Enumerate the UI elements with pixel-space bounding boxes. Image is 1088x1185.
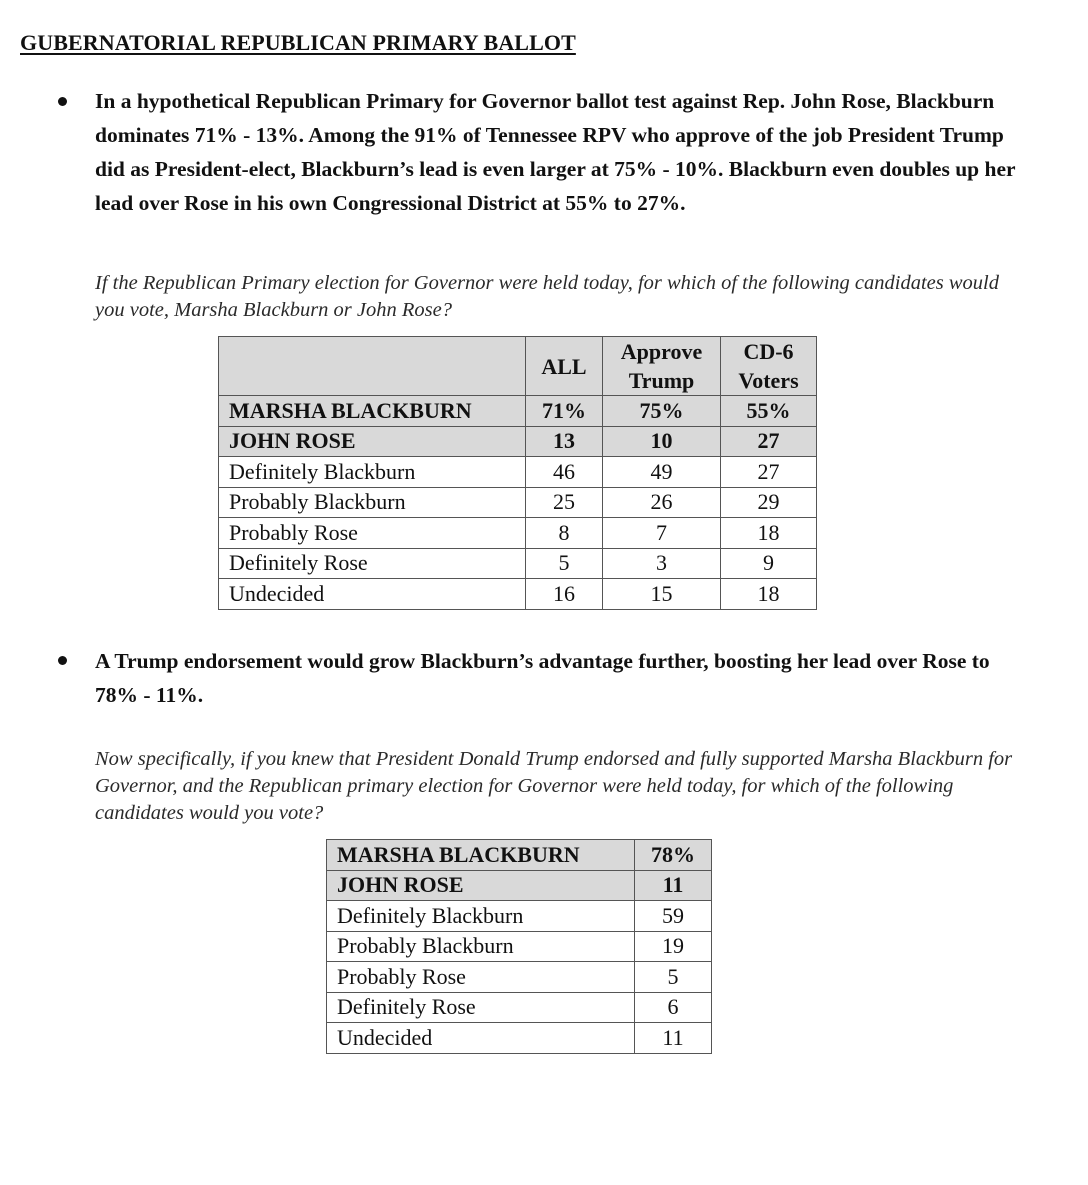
header-cell-blank	[219, 337, 526, 396]
cell-value: 49	[603, 457, 721, 488]
cell-value: 7	[603, 518, 721, 549]
row-label: Definitely Rose	[327, 992, 635, 1023]
cell-value: 5	[635, 962, 712, 993]
cell-value: 8	[526, 518, 603, 549]
row-label: Undecided	[327, 1023, 635, 1054]
cell-value: 5	[526, 548, 603, 579]
cell-value: 9	[721, 548, 817, 579]
row-label: Probably Blackburn	[219, 487, 526, 518]
cell-value: 11	[635, 870, 712, 901]
cell-value: 55%	[721, 396, 817, 427]
table-row	[327, 901, 712, 932]
cell-value: 27	[721, 457, 817, 488]
bullet-marker	[58, 97, 67, 106]
cell-value: 59	[635, 901, 712, 932]
cell-value: 18	[721, 579, 817, 610]
bullet-marker	[58, 656, 67, 665]
table-row	[219, 579, 817, 610]
row-label: MARSHA BLACKBURN	[219, 396, 526, 427]
header-text: CD-6 Voters	[738, 339, 799, 393]
cell-value: 71%	[526, 396, 603, 427]
page-title: GUBERNATORIAL REPUBLICAN PRIMARY BALLOT	[20, 30, 576, 55]
table-row	[327, 1023, 712, 1054]
row-label: Probably Rose	[327, 962, 635, 993]
cell-value: 11	[635, 1023, 712, 1054]
table-row	[327, 992, 712, 1023]
cell-value: 15	[603, 579, 721, 610]
row-label: Undecided	[219, 579, 526, 610]
row-label: JOHN ROSE	[327, 870, 635, 901]
cell-value: 29	[721, 487, 817, 518]
cell-value: 13	[526, 426, 603, 457]
cell-value: 78%	[635, 840, 712, 871]
table-row	[327, 840, 712, 871]
cell-value: 75%	[603, 396, 721, 427]
cell-value: 46	[526, 457, 603, 488]
results-table-2	[326, 839, 712, 1054]
table-row	[219, 487, 817, 518]
cell-value: 10	[603, 426, 721, 457]
row-label: Definitely Rose	[219, 548, 526, 579]
cell-value: 25	[526, 487, 603, 518]
table-header-row	[219, 337, 817, 396]
table-row	[327, 870, 712, 901]
table-row	[219, 457, 817, 488]
row-label: MARSHA BLACKBURN	[327, 840, 635, 871]
summary-bullet-1: In a hypothetical Republican Primary for Governor ballot test against Rep. John Rose, Blackburn dominates 71% - 13%. Among the 91% of Tennessee RPV who approve of the job President Trump did as President-elect, Blackburn’s lead is even larger at 75% - 10%. Blackburn even doubles up her lead over Rose in his own Congressional District at 55% to 27%.	[95, 89, 1016, 215]
results-table-1	[218, 336, 817, 610]
header-cell-all: ALL	[526, 337, 603, 396]
table-row	[219, 548, 817, 579]
row-label: Probably Blackburn	[327, 931, 635, 962]
table-row	[327, 962, 712, 993]
header-cell-cd6-voters	[721, 337, 817, 396]
row-label: Definitely Blackburn	[219, 457, 526, 488]
table-row	[219, 396, 817, 427]
cell-value: 27	[721, 426, 817, 457]
cell-value: 16	[526, 579, 603, 610]
table-row	[327, 931, 712, 962]
question-text-2: Now specifically, if you knew that President Donald Trump endorsed and fully supported Marsha Blackburn for Governor, and the Republican primary election for Governor were held today, for which of the following candidates would you vote?	[95, 748, 1013, 824]
cell-value: 3	[603, 548, 721, 579]
header-text: Approve Trump	[620, 339, 703, 393]
row-label: Probably Rose	[219, 518, 526, 549]
row-label: JOHN ROSE	[219, 426, 526, 457]
cell-value: 26	[603, 487, 721, 518]
cell-value: 6	[635, 992, 712, 1023]
cell-value: 19	[635, 931, 712, 962]
question-text-1: If the Republican Primary election for Governor were held today, for which of the following candidates would you vote, Marsha Blackburn or John Rose?	[95, 272, 999, 321]
cell-value: 18	[721, 518, 817, 549]
table-row	[219, 518, 817, 549]
row-label: Definitely Blackburn	[327, 901, 635, 932]
header-cell-approve-trump	[603, 337, 721, 396]
table-row	[219, 426, 817, 457]
summary-bullet-2: A Trump endorsement would grow Blackburn’s advantage further, boosting her lead over Rose to 78% - 11%.	[95, 649, 990, 707]
